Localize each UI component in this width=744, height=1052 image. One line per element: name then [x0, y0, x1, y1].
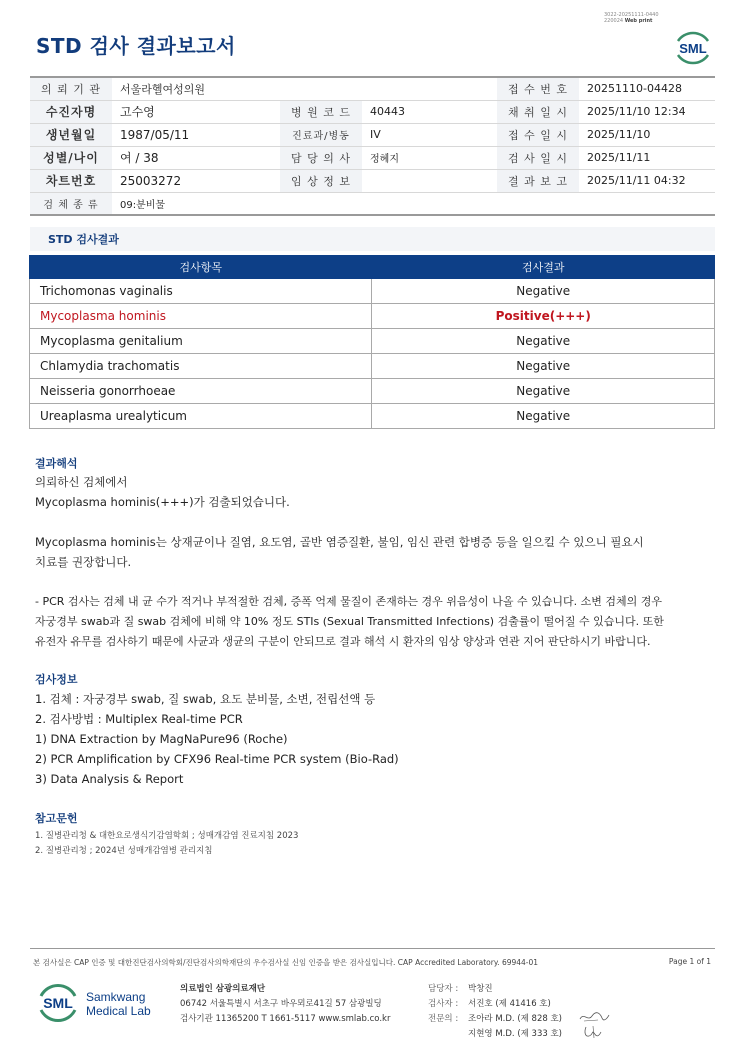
- test-result: Positive(+++): [372, 304, 715, 329]
- test-info-line: 1) DNA Extraction by MagNaPure96 (Roche): [35, 732, 288, 746]
- info-value-clinical-info: [362, 169, 497, 192]
- organization-name: 의료법인 삼광의료재단: [180, 984, 266, 994]
- staff-info: [428, 982, 562, 1042]
- interpretation-line: 의뢰하신 검체에서: [35, 475, 128, 489]
- info-row: [30, 123, 715, 146]
- results-table: [29, 255, 715, 429]
- info-label: 결 과 보 고: [497, 169, 579, 192]
- results-section-header: [30, 227, 715, 251]
- info-value-patient-name: 고수영: [112, 100, 280, 123]
- test-item: Ureaplasma urealyticum: [30, 404, 372, 429]
- info-row: [30, 146, 715, 169]
- info-label: 성별/나이: [30, 146, 112, 169]
- samkwang-logo-icon: [36, 980, 80, 1024]
- info-label: 접 수 번 호: [497, 77, 579, 100]
- reference-line: 1. 질병관리청 & 대한요로생식기감염학회 ; 성매개감염 진료지침 2023: [35, 831, 299, 841]
- page-title: STD 검사 결과보고서: [36, 34, 236, 58]
- interpretation-text: [35, 472, 715, 652]
- test-item: Trichomonas vaginalis: [30, 279, 372, 304]
- brand-name: [86, 990, 151, 1018]
- results-header-row: [30, 256, 715, 279]
- info-label: 병 원 코 드: [280, 100, 362, 123]
- interpretation-line: Mycoplasma hominis(+++)가 검출되었습니다.: [35, 495, 290, 509]
- patient-info-table: [30, 76, 715, 216]
- info-label: 생년월일: [30, 123, 112, 146]
- interpretation-title: 결과해석: [35, 457, 78, 470]
- interpretation-line: 자궁경부 swab과 질 swab 검체에 비해 약 10% 정도 STIs (Sexual Transmitted Infections) 검출률이 떨어질 수 있습니다. 또한: [35, 615, 664, 628]
- staff-value: 서진호 (제 41416 호): [468, 999, 551, 1009]
- organization-address: 06742 서울특별시 서초구 바우뫼로41길 57 삼광빌딩: [180, 999, 382, 1009]
- brand-line1: Samkwang: [86, 990, 146, 1004]
- info-value-doctor: 정혜지: [362, 146, 497, 169]
- test-item: Neisseria gonorrhoeae: [30, 379, 372, 404]
- info-value-received-date: 2025/11/10: [579, 123, 715, 146]
- test-item: Mycoplasma hominis: [30, 304, 372, 329]
- brand-line2: Medical Lab: [86, 1004, 151, 1018]
- info-label: 검 사 일 시: [497, 146, 579, 169]
- references-title: 참고문헌: [35, 812, 78, 825]
- table-row: [30, 279, 715, 304]
- info-label: 검 체 종 류: [30, 192, 112, 215]
- column-header-item: 검사항목: [30, 256, 372, 279]
- footer-divider: [30, 948, 715, 949]
- test-info-line: 3) Data Analysis & Report: [35, 772, 184, 786]
- info-value-chart-number: 25003272: [112, 169, 280, 192]
- info-label: 담 당 의 사: [280, 146, 362, 169]
- document-code-line1: 3022-20251111-0440: [604, 12, 659, 18]
- test-item: Mycoplasma genitalium: [30, 329, 372, 354]
- info-label: 진료과/병동: [280, 123, 362, 146]
- signature-1: [578, 1010, 610, 1024]
- info-value-accession: 20251110-04428: [579, 77, 715, 100]
- staff-value: 조아라 M.D. (제 828 호): [468, 1014, 563, 1024]
- info-value-sex-age: 여 / 38: [112, 146, 280, 169]
- staff-label: 검사자 :: [428, 999, 459, 1009]
- info-label: 채 취 일 시: [497, 100, 579, 123]
- test-info-text: [35, 689, 715, 789]
- info-label: 접 수 일 시: [497, 123, 579, 146]
- staff-value: 박창진: [468, 984, 493, 994]
- staff-label: 담당자 :: [428, 984, 459, 994]
- info-label: 수진자명: [30, 100, 112, 123]
- organization-info: [180, 982, 390, 1027]
- info-row: [30, 100, 715, 123]
- staff-label: [428, 1027, 468, 1042]
- info-value-collection-time: 2025/11/10 12:34: [579, 100, 715, 123]
- table-row-positive: [30, 304, 715, 329]
- info-label: 임 상 정 보: [280, 169, 362, 192]
- staff-label: 전문의 :: [428, 1014, 459, 1024]
- table-row: [30, 404, 715, 429]
- results-section-title: STD 검사결과: [48, 233, 119, 246]
- test-result: Negative: [372, 329, 715, 354]
- table-row: [30, 329, 715, 354]
- info-value-specimen: 09:분비물: [112, 192, 715, 215]
- reference-line: 2. 질병관리청 ; 2024년 성매개감염병 관리지침: [35, 846, 213, 856]
- info-row: [30, 77, 715, 100]
- accreditation-note: 본 검사실은 CAP 인증 및 대한진단검사의학회/진단검사의학재단의 우수검사실 신임 인증을 받은 검사실입니다. CAP Accredited Laboratory. 69944-01: [33, 958, 539, 967]
- info-value-department: IV: [362, 123, 497, 146]
- staff-value: 지현영 M.D. (제 333 호): [468, 1029, 563, 1039]
- info-value-test-date: 2025/11/11: [579, 146, 715, 169]
- table-row: [30, 379, 715, 404]
- test-info-title: 검사정보: [35, 673, 78, 686]
- sml-logo-icon: [672, 27, 714, 67]
- info-value-institution: 서울라헬여성의원: [112, 77, 497, 100]
- test-item: Chlamydia trachomatis: [30, 354, 372, 379]
- test-result: Negative: [372, 379, 715, 404]
- info-label: 차트번호: [30, 169, 112, 192]
- sml-logo-text: SML: [679, 41, 707, 56]
- document-code: [604, 12, 659, 24]
- interpretation-line: - PCR 검사는 검체 내 균 수가 적거나 부적절한 검체, 증폭 억제 물질이 존재하는 경우 위음성이 나올 수 있습니다. 소변 검체의 경우: [35, 595, 663, 608]
- test-result: Negative: [372, 404, 715, 429]
- info-row: [30, 169, 715, 192]
- column-header-result: 검사결과: [372, 256, 715, 279]
- test-info-line: 2) PCR Amplification by CFX96 Real-time PCR system (Bio-Rad): [35, 752, 399, 766]
- info-row: [30, 192, 715, 215]
- interpretation-line: Mycoplasma hominis는 상재균이나 질염, 요도염, 골반 염증질환, 불임, 임신 관련 합병증 등을 일으킬 수 있으니 필요시: [35, 535, 644, 549]
- info-value-birthdate: 1987/05/11: [112, 123, 280, 146]
- page-number: Page 1 of 1: [668, 957, 711, 966]
- test-result: Negative: [372, 279, 715, 304]
- interpretation-line: 유전자 유무를 검사하기 때문에 사균과 생균의 구분이 안되므로 결과 해석 시 환자의 임상 양상과 연관 지어 판단하시기 바랍니다.: [35, 635, 651, 648]
- signature-2: [582, 1024, 604, 1040]
- document-code-line2: 220024: [604, 18, 624, 24]
- info-value-hospital-code: 40443: [362, 100, 497, 123]
- info-label: 의 뢰 기 관: [30, 77, 112, 100]
- samkwang-logo-text: SML: [43, 995, 73, 1011]
- test-result: Negative: [372, 354, 715, 379]
- organization-contact: 검사기관 11365200 T 1661-5117 www.smlab.co.kr: [180, 1014, 391, 1024]
- table-row: [30, 354, 715, 379]
- test-info-line: 1. 검체 : 자궁경부 swab, 질 swab, 요도 분비물, 소변, 전립선액 등: [35, 692, 376, 706]
- interpretation-line: 치료를 권장합니다.: [35, 555, 132, 569]
- web-print-tag: Web print: [624, 18, 653, 24]
- references-text: [35, 829, 298, 859]
- info-value-report-time: 2025/11/11 04:32: [579, 169, 715, 192]
- test-info-line: 2. 검사방법 : Multiplex Real-time PCR: [35, 712, 243, 726]
